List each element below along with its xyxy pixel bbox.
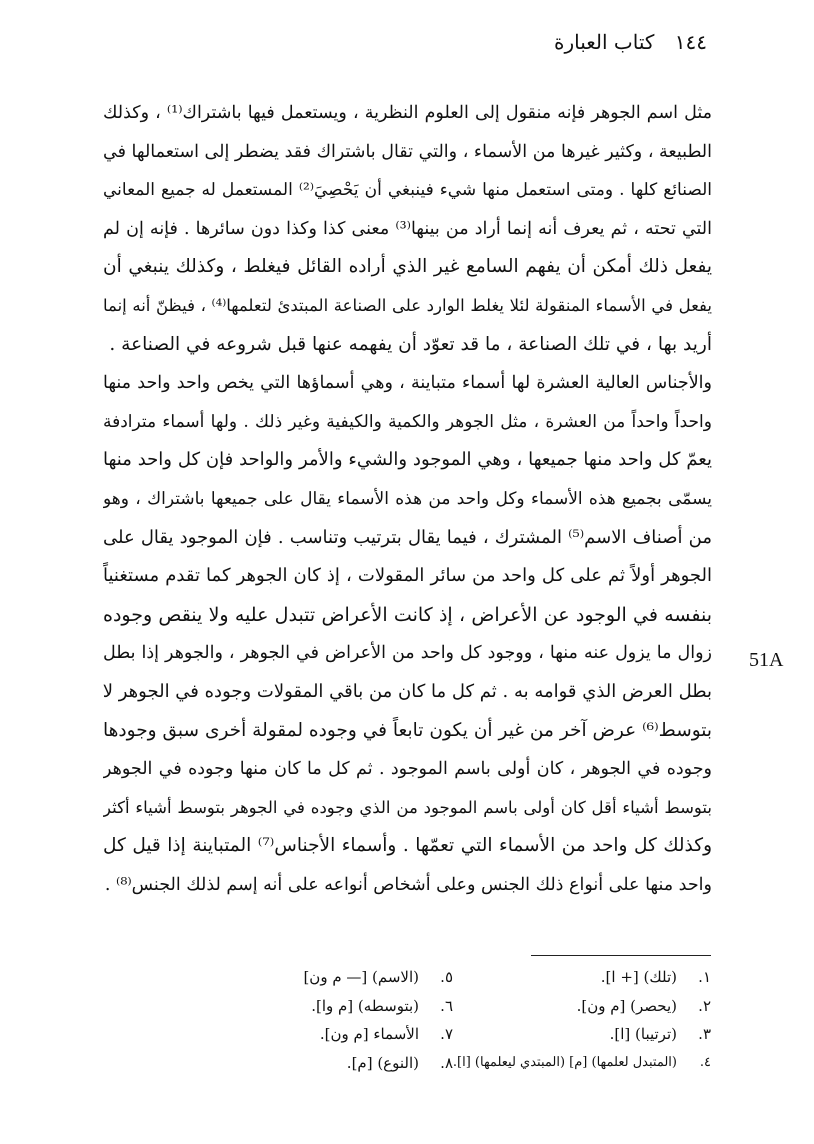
footnote-3: ٣. (ترتيبا) [ا]. <box>609 1025 711 1043</box>
text-line: التي تحته ، ثم يعرف أنه إنما أراد من بينها⁽³⁾ معنى كذا وكذا دون سائرها . فإنه إن لم <box>103 218 712 239</box>
text-line: أريد بها ، في تلك الصناعة ، ما قد تعوّد أن يفهمه عنها قبل شروعه في الصناعة . <box>109 333 712 355</box>
footnote-7: ٧. الأسماء [م ون]. <box>319 1025 453 1043</box>
text-line: الصنائع كلها . ومتى استعمل منها شيء فينبغي أن يَحْصِيَ⁽²⁾ المستعمل له جميع المعاني <box>103 180 712 201</box>
book-title: كتاب العبارة <box>554 30 655 54</box>
text-line: يعمّ كل واحد منها جميعها ، وهي الموجود والشيء والأمر والواحد فإن كل واحد منها <box>103 449 712 471</box>
text-line: يفعل في الأسماء المنقولة لئلا يغلط الوارد على الصناعة المبتدئ لتعلمها⁽⁴⁾ ، فيظنّ أنه إنما <box>103 295 712 315</box>
footnote-6: ٦. (بتوسطه) [م وا]. <box>311 996 453 1015</box>
text-line: مثل اسم الجوهر فإنه منقول إلى العلوم النظرية ، ويستعمل فيها باشتراك⁽¹⁾ ، وكذلك <box>103 103 712 123</box>
text-line: واحد منها على أنواع ذلك الجنس وعلى أشخاص أنواعه على أنه إسم لذلك الجنس⁽⁸⁾ . <box>104 874 712 895</box>
main-text <box>103 94 712 904</box>
footnote-5: ٥. (الاسم) [— م ون] <box>303 968 453 986</box>
text-line: بطل العرض الذي قوامه به . ثم كل ما كان من باقي المقولات وجوده في الجوهر لا <box>103 680 712 702</box>
text-line: من أصناف الاسم⁽⁵⁾ المشترك ، فيما يقال بترتيب وتناسب . فإن الموجود يقال على <box>103 526 712 548</box>
marginal-reference: 51A <box>749 649 784 671</box>
footnotes <box>195 963 711 1077</box>
text-line: الطبيعة ، وكثير غيرها من الأسماء ، والتي تقال باشتراك فقد يضطر إلى استعمالها في <box>103 141 712 162</box>
footnote-4: ٤. (المتبدل لعلمها) [م] (المبتدي ليعلمها) [ا]. <box>452 1054 711 1070</box>
page-number: ١٤٤ <box>674 30 707 54</box>
text-line: بنفسه في الوجود عن الأعراض ، إذ كانت الأعراض تتبدل عليه ولا ينقص وجوده <box>103 603 712 626</box>
footnote-8: ٨. (النوع) [م]. <box>346 1053 453 1072</box>
text-line: بتوسط⁽⁶⁾ عرض آخر من غير أن يكون تابعاً في وجوده لمقولة أخرى سبق وجودها <box>103 719 712 741</box>
footnote-2: ٢. (يحصر) [م ون]. <box>576 996 711 1015</box>
footnote-divider <box>531 955 711 956</box>
text-line: بتوسط أشياء أقل كان أولى باسم الموجود من الذي وجوده في الجوهر بتوسط أشياء أكثر <box>103 797 712 817</box>
text-line: زوال ما يزول عنه منها ، ووجود كل واحد من الأعراض في الجوهر ، والجوهر إذا بطل <box>103 643 712 664</box>
text-line: واحداً واحداً من العشرة ، مثل الجوهر والكمية والكيفية وغير ذلك . ولها أسماء مترادفة <box>103 411 712 432</box>
text-line: وجوده في الجوهر ، كان أولى باسم الموجود . ثم كل ما كان منها وجوده في الجوهر <box>103 759 712 780</box>
text-line: والأجناس العالية العشرة لها أسماء متباينة ، وهي أسماؤها التي يخص واحد واحد منها <box>103 373 712 394</box>
text-line: وكذلك كل واحد من الأسماء التي تعمّها . وأسماء الأجناس⁽⁷⁾ المتباينة إذا قيل كل <box>103 835 712 857</box>
text-line: الجوهر أولاً ثم على كل واحد من سائر المقولات ، إذ كان الجوهر كما تقدم مستغنياً <box>103 565 712 587</box>
footnote-1: ١. (تلك) [+ ا]. <box>600 968 711 986</box>
running-header <box>554 30 707 54</box>
text-line: يفعل ذلك أمكن أن يفهم السامع غير الذي أراده القائل فيغلط ، وكذلك ينبغي أن <box>103 256 712 278</box>
text-line: يسمّى بجميع هذه الأسماء وكل واحد من هذه الأسماء يقال على جميعها باشتراك ، وهو <box>103 488 712 509</box>
